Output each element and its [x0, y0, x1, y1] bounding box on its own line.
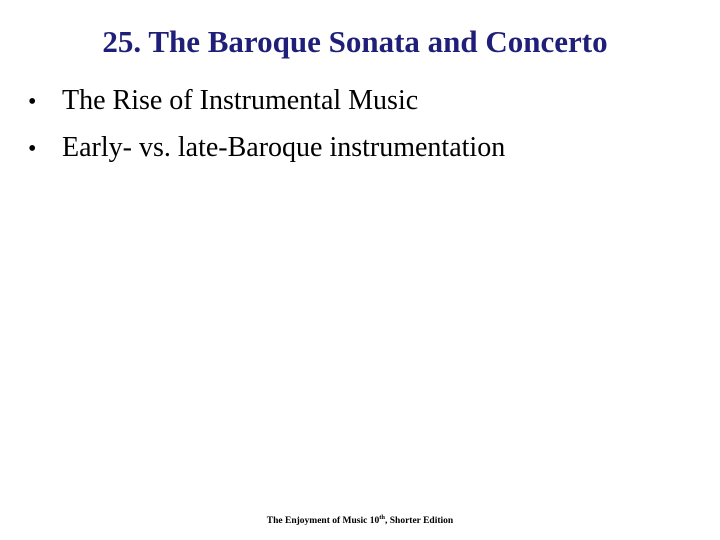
footer-superscript: th	[379, 513, 385, 521]
bullet-icon: •	[28, 136, 37, 162]
bullet-list	[28, 78, 505, 172]
footer-caption	[0, 513, 720, 526]
slide-title: 25. The Baroque Sonata and Concerto	[102, 24, 608, 59]
footer-text-edition: , Shorter Edition	[385, 516, 454, 526]
footer-text-main: The Enjoyment of Music 10	[266, 516, 380, 526]
bullet-icon: •	[28, 89, 37, 115]
bullet-text: Early- vs. late-Baroque instrumentation	[62, 132, 506, 163]
bullet-text: The Rise of Instrumental Music	[62, 85, 419, 116]
bullet-item-instrumentation	[28, 125, 505, 172]
bullet-item-rise-of-instrumental-music	[28, 78, 505, 125]
